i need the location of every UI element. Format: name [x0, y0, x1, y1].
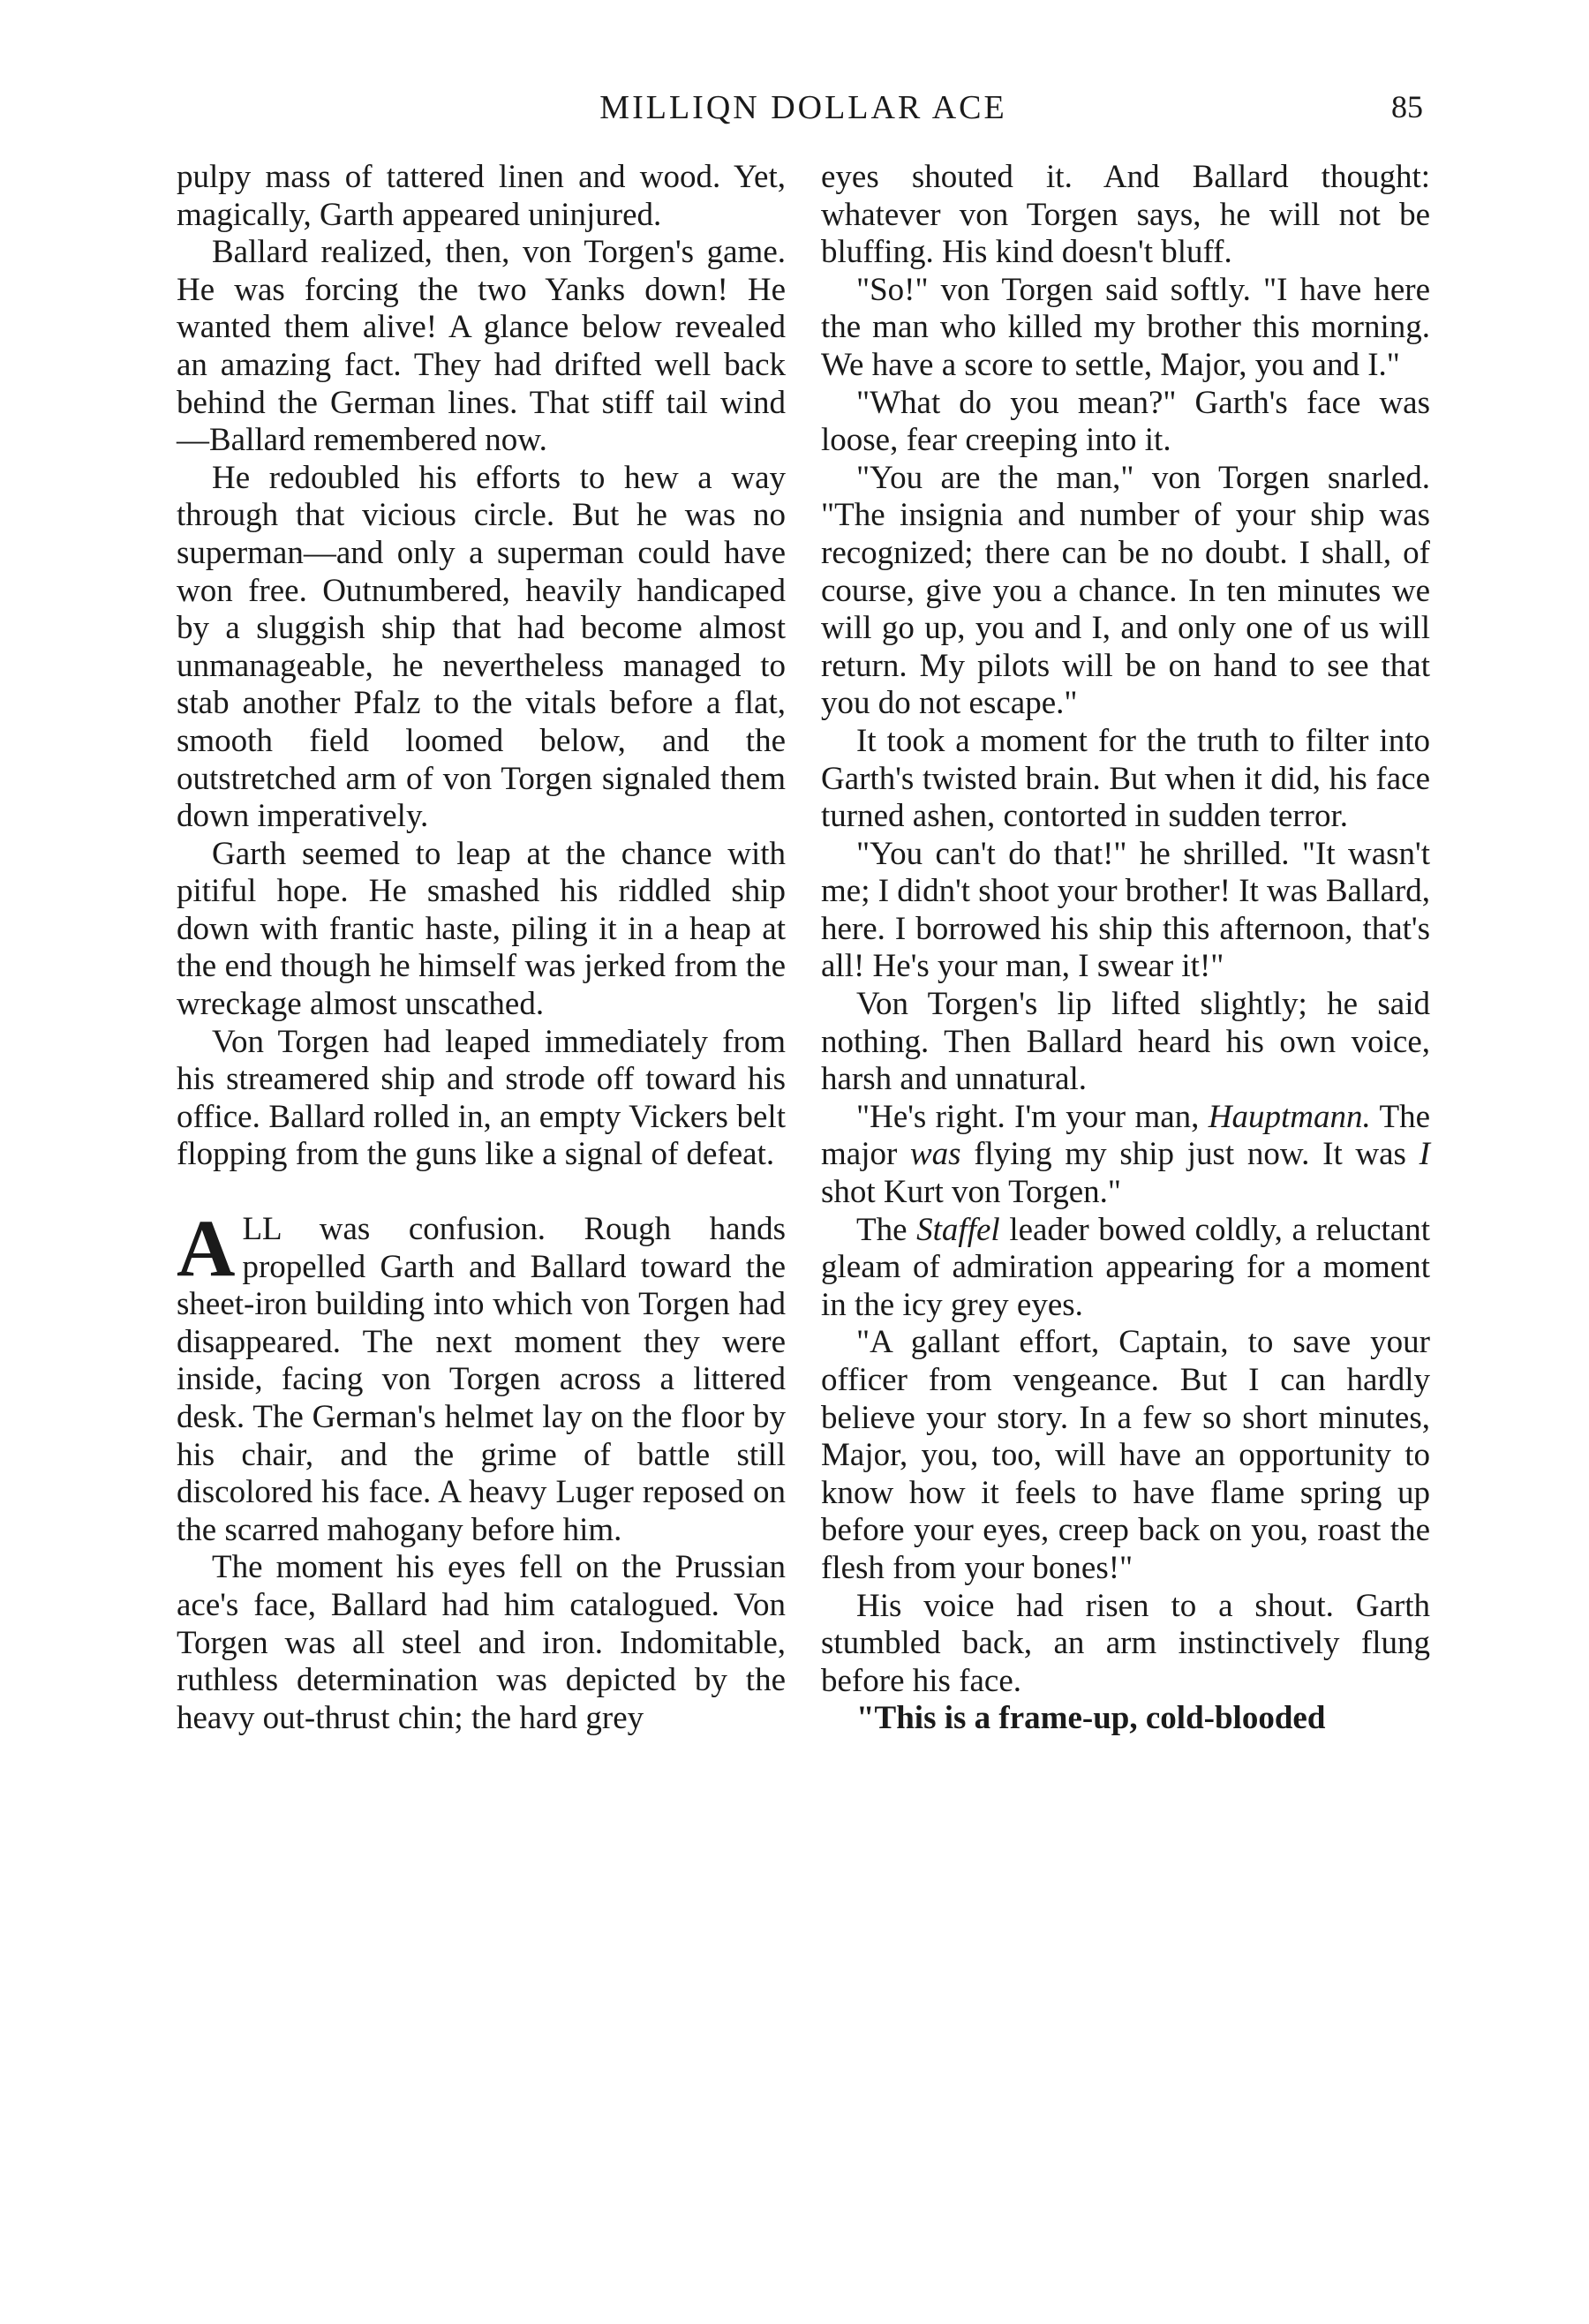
paragraph: Von Torgen's lip lifted slightly; he said nothing. Then Ballard heard his own voice, harsh and unnatural.: [821, 986, 1430, 1098]
text-run: leader bowed coldly, a reluctant gleam of admiration appearing for a moment in the icy grey eyes.: [821, 1211, 1430, 1323]
paragraph: [821, 1099, 1430, 1212]
text-run: "He's right. I'm your man,: [856, 1098, 1209, 1135]
section-start-paragraph: [177, 1203, 786, 1549]
running-head: [168, 88, 1439, 132]
paragraph: "You are the man," von Torgen snarled. "The insignia and number of your ship was recognized; there can be no doubt. I shall, of course, give you a chance. In ten minutes we will go up, you and I, and only one of us will return. My pilots will be on hand to see that you do not escape.": [821, 459, 1430, 722]
paragraph: [821, 1212, 1430, 1325]
text-run: The major: [821, 1098, 1430, 1173]
italic-run: Hauptmann.: [1208, 1098, 1371, 1135]
paragraph: eyes shouted it. And Ballard thought: whatever von Torgen says, he will not be bluffing. His kind doesn't bluff.: [821, 159, 1430, 271]
paragraph: His voice had risen to a shout. Garth stumbled back, an arm instinctively flung before his face.: [821, 1587, 1430, 1699]
italic-run: was: [910, 1136, 961, 1173]
right-column: [821, 159, 1430, 1738]
paragraph: "This is a frame-up, cold-blooded: [856, 1700, 1326, 1737]
paragraph: "You can't do that!" he shrilled. "It wasn't me; I didn't shoot your brother! It was Ballard, here. I borrowed his ship this afternoon, that's all! He's your man, I swear it!": [821, 835, 1430, 985]
paragraph: Von Torgen had leaped immediately from his streamered ship and strode off toward his office. Ballard rolled in, an empty Vickers belt flopping from the guns like a signal of defeat.: [177, 1023, 786, 1173]
text-run: flying my ship just now. It was: [960, 1136, 1420, 1173]
paragraph: He redoubled his efforts to hew a way through that vicious circle. But he was no superman—and only a superman could have won free. Outnumbered, heavily handicaped by a sluggish ship that had become almost unmanageable, he nevertheless managed to stab another Pfalz to the vitals before a flat, smooth field loomed below, and the outstretched arm of von Torgen signaled them down imperatively.: [177, 459, 786, 835]
paragraph: pulpy mass of tattered linen and wood. Yet, magically, Garth appeared uninjured.: [177, 159, 786, 233]
paragraph: "A gallant effort, Captain, to save your officer from vengeance. But I can hardly believe your story. In a few so short minutes, Major, you, too, will have an opportunity to know how it feels to have flame spring up before your eyes, creep back on you, roast the flesh from your bones!": [821, 1324, 1430, 1586]
drop-cap: A: [177, 1203, 236, 1294]
italic-run: I: [1419, 1136, 1430, 1173]
paragraph: The moment his eyes fell on the Prussian ace's face, Ballard had him catalogued. Von Torgen was all steel and iron. Indomitable, ruthless determination was depicted by the heavy out-thrust chin; the hard grey: [177, 1549, 786, 1736]
paragraph: "What do you mean?" Garth's face was loose, fear creeping into it.: [821, 384, 1430, 459]
text-run: shot Kurt von Torgen.": [821, 1174, 1122, 1211]
text-run: The: [856, 1211, 917, 1248]
paragraph: Garth seemed to leap at the chance with pitiful hope. He smashed his riddled ship down with frantic haste, piling it in a heap at the end though he himself was jerked from the wreckage almost unscathed.: [177, 835, 786, 1023]
left-column: [177, 159, 786, 1737]
page-number: 85: [1391, 89, 1423, 124]
running-title: MILLIQN DOLLAR ACE: [599, 89, 1007, 126]
paragraph: It took a moment for the truth to filter into Garth's twisted brain. But when it did, his face turned ashen, contorted in sudden terror.: [821, 722, 1430, 835]
paragraph: "So!" von Torgen said softly. "I have here the man who killed my brother this morning. We have a score to settle, Major, you and I.": [821, 271, 1430, 383]
italic-run: Staffel: [916, 1211, 1000, 1248]
paragraph-text: LL was confusion. Rough hands propelled Garth and Ballard toward the sheet-iron building into which von Torgen had disappeared. The next moment they were inside, facing von Torgen across a littered desk. The German's helmet lay on the floor by his chair, and the grime of battle still discolored his face. A heavy Luger reposed on the scarred mahogany before him.: [177, 1211, 786, 1548]
paragraph: Ballard realized, then, von Torgen's game. He was forcing the two Yanks down! He wanted them alive! A glance below revealed an amazing fact. They had drifted well back behind the German lines. That stiff tail wind—Ballard remembered now.: [177, 234, 786, 459]
